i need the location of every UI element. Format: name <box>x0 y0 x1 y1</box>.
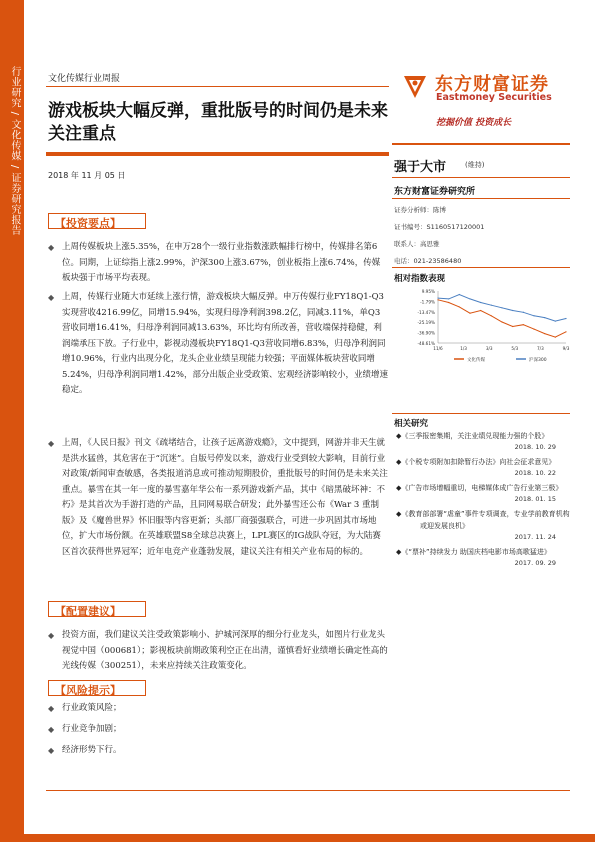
data-point <box>501 321 502 322</box>
institute-divider <box>392 198 570 199</box>
x-tick-label: 11/6 <box>433 346 443 351</box>
config-point-text: 投资方面，我们建议关注受政策影响小、护城河深厚的细分行业龙头，如图片行业龙头视觉中国（000681）；影视板块前期政策利空正在出清，谨慎看好业绩增长确定性高的光线传媒（300251），未来应持续关注政策变化。 <box>62 630 388 671</box>
rating-status: (维持) <box>465 161 485 169</box>
x-tick-label: 5/3 <box>511 346 519 351</box>
report-date: 2018 年 11 月 05 日 <box>48 171 126 180</box>
section-config-header <box>48 601 146 617</box>
risk-point <box>48 743 388 759</box>
y-tick-label: -1.79% <box>420 299 435 305</box>
invest-point-text: 上周传媒板块上涨5.35%，在申万28个一级行业指数涨跌幅排行榜中，传媒排名第6位。同期，上证综指上涨2.99%，沪深300上涨3.67%，创业板指上涨6.74%，传媒板块强于市场平均表现。 <box>62 242 381 283</box>
invest-point-text: 上周，《人民日报》刊文《疏堵结合，让孩子远离游戏瘾》，文中提到，网游并非天生就是洪水猛兽，其危害在于“沉迷”。自版号停发以来，游戏行业受到较大影响，目前行业对政策/新闻审查敏感，各类报道消息或可推动短期股价，重批版号的时间仍是未来关注重点。暴雪在其一年一度的暴雪嘉年华公布一系列游戏新产品，其中《暗黑破坏神：不朽》是其首次为手游打造的产品，且同网易联合研发；此外暴雪还公布《War 3 重制版》及《魔兽世界》怀旧服等内容更新；头部厂商强强联合，可进一步巩固其市场地位，扩大市场份额。在英雄联盟S8全球总决赛上，LPL赛区的IG战队夺冠，为大陆赛区首次获得世界冠军；近年电竞产业蓬勃发展，建议关注有相关产业布局的标的。 <box>62 438 388 557</box>
data-point <box>437 299 438 300</box>
y-tick-label: -36.90% <box>417 330 435 336</box>
research-item-date: 2017. 09. 29 <box>514 559 556 567</box>
header-divider <box>46 86 389 87</box>
risk-point-text: 经济形势下行。 <box>62 745 122 755</box>
research-item-date: 2018. 10. 29 <box>514 443 556 451</box>
research-list <box>392 430 570 572</box>
data-point <box>459 294 460 295</box>
bullet-icon: ◆ <box>48 631 55 640</box>
research-item-title: ◆《三季报密集期，关注业绩兑现能力强的个股》 <box>396 432 549 440</box>
risk-point-text: 行业政策风险； <box>62 703 122 713</box>
bullet-icon: ◆ <box>48 243 55 252</box>
title-divider <box>46 152 389 156</box>
chart-title: 相对指数表现 <box>394 274 446 284</box>
rating-top-rule <box>392 143 570 145</box>
footer-bar <box>0 834 595 842</box>
config-point <box>48 628 388 675</box>
research-item-title: ◆《教育部部署“虐童”事件专项调查，专业学前教育机构或迎发展良机》 <box>396 510 570 530</box>
section-risk-header <box>48 680 146 696</box>
research-item[interactable] <box>392 456 570 478</box>
report-title: 游戏板块大幅反弹，重批版号的时间仍是未来关注重点 <box>48 101 388 144</box>
rating-bottom-rule <box>392 177 570 178</box>
section-config-title: 【配置建议】 <box>55 605 121 618</box>
relative-index-chart <box>392 285 570 365</box>
invest-point <box>48 240 388 287</box>
report-category: 文化传媒行业周报 <box>48 74 121 84</box>
data-point <box>555 321 556 322</box>
chart-divider <box>392 267 570 268</box>
risk-point <box>48 722 388 738</box>
research-divider <box>392 413 570 414</box>
data-point <box>459 306 460 307</box>
data-point <box>555 337 556 338</box>
data-point <box>533 329 534 330</box>
bullet-icon: ◆ <box>48 725 55 734</box>
footer-divider <box>46 790 570 791</box>
y-tick-label: -48.61% <box>417 341 435 346</box>
research-item-date: 2017. 11. 24 <box>514 533 556 541</box>
research-item[interactable] <box>392 482 570 504</box>
data-point <box>480 302 481 303</box>
data-point <box>469 298 470 299</box>
data-point <box>544 317 545 318</box>
institute-name: 东方财富证券研究所 <box>394 187 476 197</box>
data-point <box>469 313 470 314</box>
data-point <box>448 298 449 299</box>
bullet-icon: ◆ <box>48 704 55 713</box>
data-point <box>512 310 513 311</box>
industry-rating: 强于大市 <box>394 160 447 175</box>
research-item-title: ◆《广告市场增幅重切，电梯媒体成广告行业第三极》 <box>396 484 563 492</box>
data-point <box>480 310 481 311</box>
rating-box <box>392 143 570 177</box>
data-point <box>523 312 524 313</box>
sidebar-strip <box>0 0 24 842</box>
bullet-icon: ◆ <box>48 439 55 448</box>
brand-slogan: 挖掘价值 投资成长 <box>436 118 512 128</box>
brand-mark-icon <box>400 70 430 100</box>
data-point <box>491 305 492 306</box>
x-tick-label: 9/3 <box>562 346 570 351</box>
data-point <box>437 297 438 298</box>
analyst-name: 证券分析师：陈博 <box>394 206 446 214</box>
section-invest-header <box>48 213 146 229</box>
data-point <box>448 302 449 303</box>
brand-name-cn: 东方财富证券 <box>435 74 549 95</box>
data-point <box>512 326 513 327</box>
certificate-number: 证书编号：S1160517120001 <box>394 223 485 231</box>
data-point <box>565 331 566 332</box>
section-invest-title: 【投资要点】 <box>55 217 121 230</box>
x-tick-label: 3/3 <box>485 346 493 351</box>
x-tick-label: 7/3 <box>537 346 544 351</box>
legend-label: 文化传媒 <box>467 358 485 363</box>
y-tick-label: -25.19% <box>417 320 435 326</box>
data-point <box>491 315 492 316</box>
research-item[interactable] <box>392 508 570 542</box>
invest-point <box>48 436 388 560</box>
research-item-date: 2018. 10. 22 <box>514 469 556 477</box>
bullet-icon: ◆ <box>48 746 55 755</box>
bullet-icon: ◆ <box>48 293 55 302</box>
data-point <box>501 307 502 308</box>
invest-point-text: 上周，传媒行业随大市延续上涨行情，游戏板块大幅反弹。申万传媒行业FY18Q1-Q3实现营收4216.99亿，同增15.94%，实现归母净利润398.2亿，同减3.11%，单Q3营收同增16.41%，归母净利润同减13.63%，环比均有所改善，营收端保持稳健，利润端承压下放。子行业中，影视动漫板块FY18Q1-Q3营收同增6.83%，归母净利润同增10.96%，行业内出现分化，龙头企业业绩呈现能力较强；平面媒体板块营收同增5.24%，归母净利润同增1.42%，部分出版企业受政策、宏观经济影响较小，业绩增速稳定。 <box>62 292 389 395</box>
research-item-title: ◆《“票补”持续发力 助国庆档电影市场高歌猛进》 <box>396 548 551 556</box>
sidebar-label: 行业研究 / 文化传媒 / 证券研究报告 <box>9 66 20 236</box>
research-item[interactable] <box>392 430 570 452</box>
risk-point <box>48 701 388 717</box>
data-point <box>565 318 566 319</box>
x-tick-label: 1/3 <box>460 346 467 351</box>
section-risk-title: 【风险提示】 <box>55 684 121 697</box>
research-item[interactable] <box>392 546 570 568</box>
risk-point-text: 行业竞争加剧； <box>62 724 122 734</box>
data-point <box>523 324 524 325</box>
data-point <box>533 315 534 316</box>
research-item-title: ◆《个税专项附加扣除暂行办法》向社会征求意见》 <box>396 458 556 466</box>
invest-point <box>48 290 388 399</box>
data-point <box>544 333 545 334</box>
legend-label: 沪深300 <box>529 358 547 363</box>
y-tick-label: -13.47% <box>417 309 435 315</box>
contact-person: 联系人：高思雅 <box>394 240 440 248</box>
brand-logo <box>400 68 570 112</box>
contact-phone: 电话：021-23586480 <box>394 257 462 265</box>
research-item-date: 2018. 01. 15 <box>514 495 556 503</box>
research-title: 相关研究 <box>394 419 429 429</box>
brand-name-en: Eastmoney Securities <box>436 92 552 103</box>
y-tick-label: 9.95% <box>421 289 435 294</box>
